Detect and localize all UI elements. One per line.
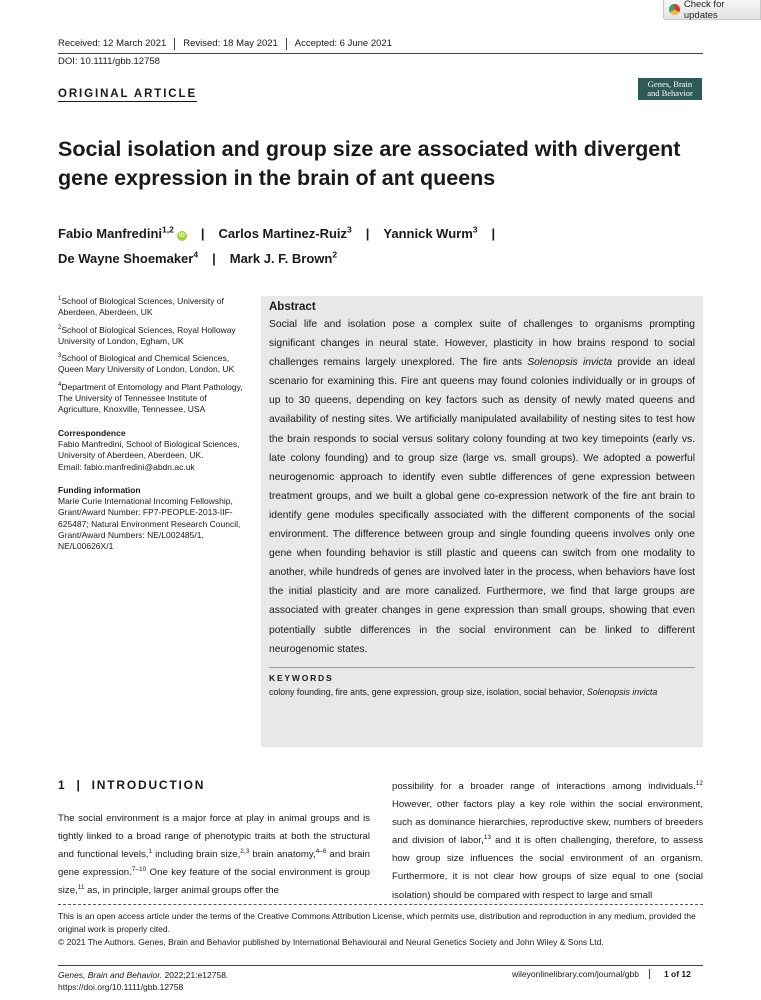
license-text: This is an open access article under the terms of the Creative Commons Attribution License, which permits use, distribution and reproduction in any medium, provided the original work is properly cited.: [58, 911, 696, 934]
citation-ref[interactable]: 13: [483, 834, 492, 842]
author[interactable]: Mark J. F. Brown$^2$: [229, 249, 338, 266]
article-type: ORIGINAL ARTICLE: [58, 88, 198, 100]
keywords-heading: KEYWORDS: [269, 672, 334, 683]
crossmark-icon: [669, 4, 680, 15]
correspondence-text: Fabio Manfredini, School of Biological Sciences, University of Aberdeen, Aberdeen, UK.: [58, 438, 240, 461]
keywords-rule: [269, 667, 695, 668]
citation-ref[interactable]: 11: [77, 884, 85, 892]
keywords-text: colony founding, fire ants, gene expression, group size, isolation, social behavior, Solenopsis invicta: [269, 686, 658, 697]
correspondence-heading: Correspondence: [58, 427, 126, 438]
affiliation: $^2$School of Biological Sciences, Royal Holloway University of London, Egham, UK: [58, 324, 236, 346]
article-title: Social isolation and group size are associated with divergent gene expression in the brain of ant queens: [58, 137, 681, 190]
accepted-date: Accepted: 6 June 2021: [286, 38, 400, 50]
body-column-left: [58, 810, 370, 900]
orcid-icon[interactable]: iD: [178, 233, 185, 239]
author[interactable]: Yannick Wurm$^3$: [383, 224, 478, 241]
revised-date: Revised: 18 May 2021: [174, 38, 286, 50]
received-date: Received: 12 March 2021: [58, 38, 167, 49]
article-dates: [58, 38, 400, 50]
journal-logo[interactable]: [638, 78, 702, 100]
page-number: 1 of 12: [663, 969, 691, 979]
section-heading-introduction: 1 | INTRODUCTION: [58, 778, 206, 792]
citation-ref[interactable]: 7–10: [131, 866, 147, 874]
footer-rule: [58, 965, 703, 966]
affiliation: $^4$Department of Entomology and Plant Pathology, The University of Tennessee Institute of Agriculture, Knoxville, Tennessee, USA: [58, 381, 243, 415]
citation-ref[interactable]: 4–6: [315, 848, 327, 855]
citation-ref[interactable]: 12: [695, 779, 703, 787]
citation-ref[interactable]: 1: [148, 848, 153, 855]
body-column-right: [392, 778, 703, 905]
abstract-text: Social life and isolation pose a complex suite of challenges to organisms prompting significant changes in neural state. However, plasticity in how brains respond to social challenges remains largely unexplored. The fire ants Solenopsis invicta provide an ideal scenario for examining this. Fire ant queens may found colonies individually or in groups of up to 30 queens, depending on key factors such as density of newly mated queens and availability of nesting sites. We artificially manipulated availability of nesting sites to test how the brain responds to social versus solitary colony founding at two key timepoints (early vs. late colony founding) and to group size (large vs. small groups). We adopted a powerful neurogenomic approach to identify even subtle differences of gene expression between treatment groups, and we built a global gene co-expression network of the fire ant brain to identify gene modules specifically associated with the different components of the social environment. The difference between group and single founding queens involves only one gene when founding behavior is still plastic and queens can switch from one modality to another, while hundreds of genes are involved later in the process, when behaviors have lost the initial plasticity and are more canalized. Furthermore, we find that large groups are associated with greater changes in gene expression than small groups, showing that even potentially subtle differences in the social environment can be linked to different neurogenomic states.: [269, 319, 695, 655]
abstract-heading: Abstract: [269, 301, 316, 313]
journal-logo-line1: Genes, Brain: [647, 79, 693, 89]
copyright-text: © 2021 The Authors. Genes, Brain and Behavior published by International Behavioural and Neural Genetics Society and John Wiley & Sons Ltd.: [58, 937, 604, 947]
author[interactable]: Fabio Manfredini$^{1,2}$: [58, 224, 174, 241]
license-notice: [58, 910, 703, 949]
check-for-updates-label: Check for updates: [683, 0, 725, 21]
paragraph: The social environment is a major force at play in animal groups and is tightly linked to a broad range of phenotypic traits at both the structural and functional levels,$^1$ including brain size,$^{2,3}$ brain anatomy,$^{4-6}$ and brain gene expression.$^{7-10}$ One key feature of the social environment is group size,$^{11}$ as, in principle, larger animal groups offer the: [58, 813, 370, 897]
footer-right: [512, 969, 691, 979]
author[interactable]: De Wayne Shoemaker$^4$: [58, 249, 199, 266]
journal-site-link[interactable]: wileyonlinelibrary.com/journal/gbb: [512, 969, 639, 979]
check-for-updates-button[interactable]: [663, 0, 761, 20]
header-rule: [58, 53, 703, 54]
abstract-box: [261, 296, 703, 747]
doi[interactable]: DOI: 10.1111/gbb.12758: [58, 56, 160, 67]
journal-logo-line2: and Behavior: [647, 88, 693, 98]
article-info-column: [58, 296, 243, 553]
affiliation: $^3$School of Biological and Chemical Sciences, Queen Mary University of London, London, UK: [58, 353, 235, 375]
author[interactable]: Carlos Martinez-Ruiz$^3$: [218, 224, 352, 241]
footer-doi-link[interactable]: https://doi.org/10.1111/gbb.12758: [58, 982, 184, 992]
citation-ref[interactable]: 2,3: [240, 848, 250, 855]
license-rule: [58, 904, 703, 905]
funding-text: Marie Curie International Incoming Fellowship, Grant/Award Number: FP7-PEOPLE-2013-IIF-625487; Natural Environment Research Council, Grant/Award Numbers: NE/L002485/1, NE/L00626X/1: [58, 496, 241, 552]
footer-citation: Genes, Brain and Behavior. 2022;21:e12758. https://doi.org/10.1111/gbb.12758: [58, 970, 229, 992]
funding-heading: Funding information: [58, 484, 141, 495]
author-list: Fabio Manfredini$^{1,2}$iD | Carlos Martinez-Ruiz$^3$ | Yannick Wurm$^3$ | De Wayne Shoemaker$^4$ | Mark J. F. Brown$^2$: [58, 224, 496, 266]
affiliation: $^1$School of Biological Sciences, University of Aberdeen, Aberdeen, UK: [58, 296, 224, 318]
paragraph: possibility for a broader range of interactions among individuals.$^{12}$ However, other factors play a key role within the social environment, such as dominance hierarchies, reproductive skew, numbers of breeders and division of labor,$^{13}$ and it is often challenging, therefore, to assess how group size influences the social environment of an organism. Furthermore, it is not clear how groups of size equal to one (social isolation) should be compared with respect to large and small: [392, 779, 704, 901]
correspondence-email[interactable]: Email: fabio.manfredini@abdn.ac.uk: [58, 461, 195, 472]
